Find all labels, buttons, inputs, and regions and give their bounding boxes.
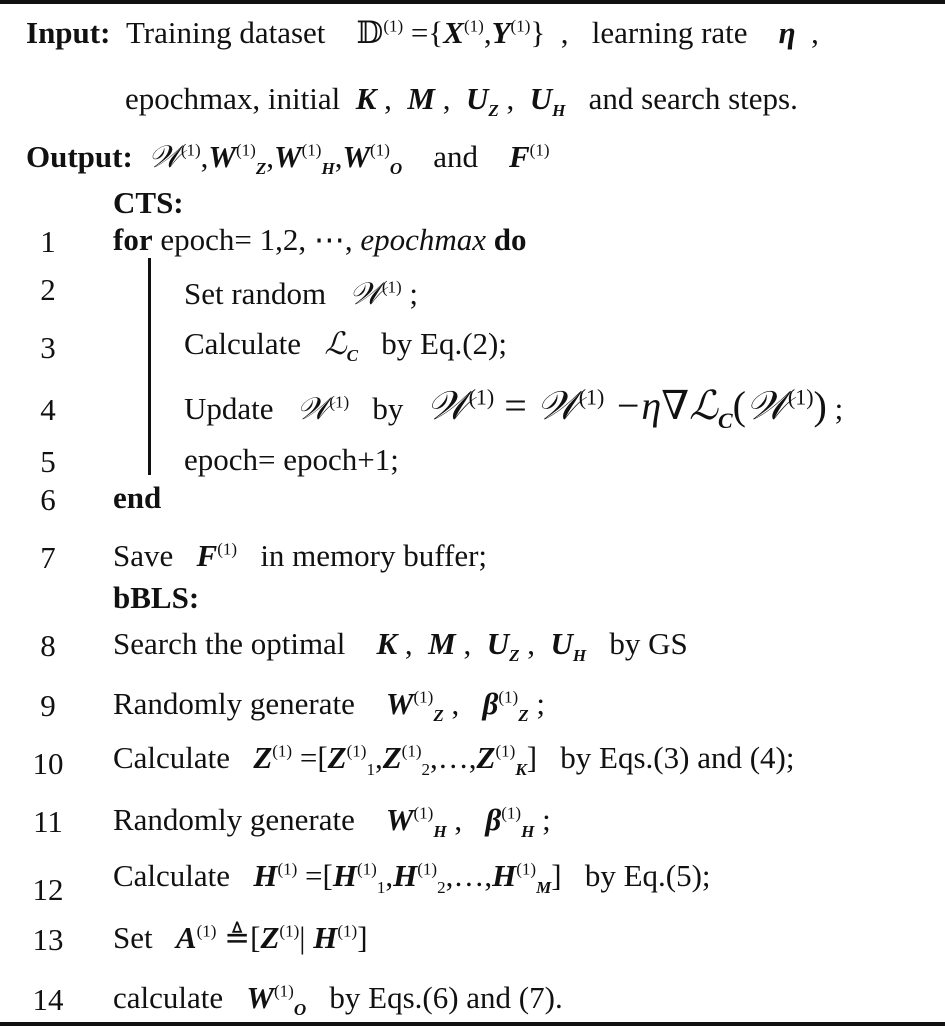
superscript: (1) bbox=[578, 384, 605, 410]
right-bracket: ] bbox=[357, 920, 368, 955]
comma: , bbox=[374, 740, 383, 775]
step-text: Calculate bbox=[113, 858, 231, 893]
step-text: calculate bbox=[113, 980, 224, 1015]
step-5 bbox=[184, 444, 399, 475]
step-text: Update bbox=[184, 391, 274, 426]
beta-z: β bbox=[482, 686, 499, 721]
superscript: (1) bbox=[529, 140, 550, 160]
step-text: in memory buffer; bbox=[260, 538, 488, 573]
var-wz: W bbox=[385, 686, 414, 721]
cts-heading bbox=[113, 187, 184, 218]
subscript: O bbox=[389, 159, 403, 179]
step-text: Set random bbox=[184, 276, 327, 311]
semicolon: ; bbox=[536, 686, 546, 721]
step-11 bbox=[113, 802, 551, 842]
var-h1: H bbox=[332, 858, 357, 893]
comma: , bbox=[463, 626, 472, 661]
by-text: by bbox=[372, 391, 404, 426]
subscript: H bbox=[552, 101, 566, 121]
superscript: (1) bbox=[498, 687, 519, 707]
eta-symbol: η bbox=[778, 15, 796, 50]
var-z: Z bbox=[253, 740, 273, 775]
subscript: Z bbox=[433, 706, 444, 726]
epochmax-initial-text: epochmax, initial bbox=[125, 81, 341, 116]
superscript: (1) bbox=[279, 921, 300, 941]
step-8 bbox=[113, 626, 688, 666]
superscript: (1) bbox=[495, 741, 516, 761]
for-body: epoch= 1,2, ⋯, bbox=[152, 222, 361, 257]
equals-sign: = bbox=[305, 858, 323, 893]
left-bracket: [ bbox=[322, 858, 333, 893]
superscript: (1) bbox=[180, 140, 201, 160]
subscript: C bbox=[717, 408, 733, 433]
step-text: Randomly generate bbox=[113, 686, 355, 721]
input-label: Input: bbox=[26, 15, 111, 50]
step-text: Save bbox=[113, 538, 174, 573]
comma: , bbox=[506, 81, 515, 116]
var-zk: Z bbox=[476, 740, 496, 775]
comma: , bbox=[468, 740, 477, 775]
for-keyword: for bbox=[113, 222, 153, 257]
comma: , bbox=[811, 15, 819, 50]
comma: , bbox=[334, 139, 343, 174]
right-paren: ) bbox=[813, 383, 827, 428]
superscript: (1) bbox=[413, 687, 434, 707]
left-bracket: [ bbox=[317, 740, 328, 775]
subscript: Z bbox=[255, 159, 267, 179]
bottom-rule bbox=[0, 1022, 945, 1026]
var-wh: W bbox=[385, 802, 414, 837]
var-u-h: U bbox=[550, 626, 573, 661]
var-m: M bbox=[407, 81, 435, 116]
subscript: H bbox=[321, 159, 335, 179]
step-2 bbox=[184, 278, 418, 310]
comma: , bbox=[484, 858, 493, 893]
step-number: 2 bbox=[40, 272, 56, 307]
comma: , bbox=[560, 15, 569, 50]
semicolon: ; bbox=[409, 276, 419, 311]
step-number: 3 bbox=[40, 330, 56, 365]
do-keyword: do bbox=[493, 222, 527, 257]
subscript: C bbox=[346, 346, 359, 366]
end-keyword: end bbox=[113, 480, 162, 515]
superscript: (1) bbox=[401, 741, 422, 761]
comma: , bbox=[385, 858, 394, 893]
superscript: (1) bbox=[346, 741, 367, 761]
step-text: by Eqs.(3) and (4); bbox=[560, 740, 795, 775]
superscript: (1) bbox=[516, 859, 537, 879]
step-number: 12 bbox=[32, 872, 64, 907]
equals-sign: = bbox=[410, 15, 429, 50]
var-u-h: U bbox=[529, 81, 553, 116]
superscript: (1) bbox=[217, 539, 238, 559]
comma: , bbox=[430, 740, 438, 775]
cal-w: 𝒲 bbox=[536, 383, 579, 429]
var-a: A bbox=[175, 920, 197, 955]
step-7 bbox=[113, 540, 487, 571]
var-k: K bbox=[376, 626, 398, 661]
var-z: Z bbox=[260, 920, 280, 955]
update-equation bbox=[426, 383, 827, 433]
step-number: 1 bbox=[40, 224, 56, 259]
subscript: K bbox=[515, 760, 527, 780]
input-line-1 bbox=[26, 17, 819, 48]
comma: , bbox=[451, 686, 460, 721]
step-text: by Eq.(5); bbox=[584, 858, 711, 893]
ellipsis: … bbox=[453, 858, 485, 893]
subscript: 1 bbox=[366, 760, 375, 780]
step-number: 11 bbox=[33, 804, 63, 839]
beta-h: β bbox=[485, 802, 502, 837]
var-hm: H bbox=[492, 858, 517, 893]
var-y: Y bbox=[491, 15, 511, 50]
step-text: by Eq.(2); bbox=[381, 326, 507, 361]
subscript: H bbox=[572, 646, 587, 666]
step-4 bbox=[184, 383, 844, 433]
cal-w: 𝒲 bbox=[349, 276, 382, 312]
step-14 bbox=[113, 980, 563, 1020]
learning-rate-text: learning rate bbox=[591, 15, 748, 50]
left-paren: ( bbox=[732, 383, 746, 428]
superscript: (1) bbox=[417, 859, 438, 879]
input-line-2 bbox=[125, 81, 798, 121]
loop-bar bbox=[148, 258, 151, 475]
var-wz: W bbox=[208, 139, 236, 174]
step-number: 14 bbox=[32, 982, 64, 1017]
top-rule bbox=[0, 0, 945, 4]
superscript: (1) bbox=[236, 140, 256, 160]
equals-sign: = bbox=[299, 740, 318, 775]
semicolon: ; bbox=[542, 802, 551, 837]
step-1 bbox=[113, 224, 527, 255]
comma: , bbox=[483, 15, 492, 50]
step-text: by Eqs.(6) and (7). bbox=[329, 980, 563, 1015]
comma: , bbox=[527, 626, 535, 661]
comma: , bbox=[454, 802, 463, 837]
step-text: Set bbox=[113, 920, 153, 955]
var-f: F bbox=[196, 538, 218, 573]
superscript: (1) bbox=[468, 384, 495, 410]
step-number: 4 bbox=[40, 392, 56, 427]
right-bracket: ] bbox=[526, 740, 538, 775]
and-text: and bbox=[433, 139, 478, 174]
superscript: (1) bbox=[329, 392, 350, 412]
bbls-label: bBLS: bbox=[113, 580, 200, 615]
epochmax-var: epochmax bbox=[360, 222, 487, 257]
var-u-z: U bbox=[465, 81, 489, 116]
step-number: 7 bbox=[40, 540, 56, 575]
superscript: (1) bbox=[337, 921, 358, 941]
right-brace: } bbox=[530, 15, 546, 50]
dataset-symbol: 𝔻$^{(1)}$ bbox=[356, 15, 404, 50]
step-13 bbox=[113, 922, 368, 953]
bar: | bbox=[299, 920, 306, 955]
comma: , bbox=[266, 139, 275, 174]
cal-w: 𝒲 bbox=[296, 391, 330, 427]
var-f: F bbox=[508, 139, 530, 174]
ellipsis: … bbox=[437, 740, 469, 775]
left-brace: { bbox=[428, 15, 444, 50]
comma: , bbox=[384, 81, 392, 116]
superscript: (1) bbox=[301, 140, 322, 160]
subscript: Z bbox=[509, 646, 520, 666]
step-text: Search the optimal bbox=[113, 626, 346, 661]
var-z2: Z bbox=[382, 740, 402, 775]
step-6 bbox=[113, 482, 161, 513]
bbls-heading bbox=[113, 582, 199, 613]
defeq-sign: ≜ bbox=[224, 920, 251, 955]
superscript: (1) bbox=[413, 803, 434, 823]
superscript: (1) bbox=[277, 859, 298, 879]
step-number: 8 bbox=[40, 628, 56, 663]
var-k: K bbox=[355, 81, 377, 116]
var-h2: H bbox=[393, 858, 418, 893]
step-text: Calculate bbox=[184, 326, 302, 361]
subscript: O bbox=[293, 1000, 307, 1020]
step-9 bbox=[113, 686, 546, 726]
cal-w: 𝒲 bbox=[148, 139, 181, 175]
subscript: M bbox=[536, 878, 552, 898]
superscript: (1) bbox=[463, 16, 484, 36]
var-u-z: U bbox=[486, 626, 510, 661]
output-line bbox=[26, 139, 550, 179]
var-z1: Z bbox=[327, 740, 347, 775]
subscript: Z bbox=[518, 706, 529, 726]
step-text: epoch= epoch+1; bbox=[184, 442, 399, 477]
step-text: Calculate bbox=[113, 740, 231, 775]
cts-label: CTS: bbox=[113, 185, 184, 220]
superscript: (1) bbox=[510, 16, 531, 36]
comma: , bbox=[442, 81, 451, 116]
step-text: Randomly generate bbox=[113, 802, 355, 837]
step-number: 9 bbox=[40, 688, 56, 723]
step-number: 5 bbox=[40, 444, 56, 479]
superscript: (1) bbox=[356, 859, 377, 879]
var-x: X bbox=[443, 15, 464, 50]
comma: , bbox=[404, 626, 413, 661]
superscript: (1) bbox=[370, 140, 390, 160]
equals-sign: = bbox=[504, 383, 527, 428]
cal-l: ℒ bbox=[689, 383, 718, 429]
var-m: M bbox=[428, 626, 456, 661]
var-wo: W bbox=[246, 980, 274, 1015]
training-dataset-text: Training dataset bbox=[125, 15, 326, 50]
comma: , bbox=[445, 858, 454, 893]
superscript: (1) bbox=[196, 921, 217, 941]
cal-l: ℒ bbox=[324, 326, 347, 362]
var-h: H bbox=[253, 858, 278, 893]
superscript: (1) bbox=[273, 981, 294, 1001]
subscript: H bbox=[521, 822, 535, 842]
superscript: (1) bbox=[381, 277, 402, 297]
var-wo: W bbox=[342, 139, 371, 174]
step-text: by GS bbox=[609, 626, 688, 661]
step-number: 10 bbox=[32, 746, 64, 781]
minus-eta-grad: −η∇ bbox=[614, 383, 690, 428]
output-label: Output: bbox=[26, 139, 133, 174]
subscript: 2 bbox=[437, 878, 446, 898]
cal-w: 𝒲 bbox=[745, 383, 788, 429]
step-12 bbox=[113, 858, 711, 898]
right-bracket: ] bbox=[551, 858, 562, 893]
step-number: 13 bbox=[32, 922, 64, 957]
step-10 bbox=[113, 740, 795, 780]
semicolon: ; bbox=[834, 391, 844, 426]
superscript: (1) bbox=[272, 741, 293, 761]
step-3 bbox=[184, 326, 507, 366]
var-h: H bbox=[313, 920, 338, 955]
comma: , bbox=[200, 139, 209, 174]
subscript: 1 bbox=[376, 878, 386, 898]
left-bracket: [ bbox=[250, 920, 261, 955]
subscript: 2 bbox=[421, 760, 431, 780]
subscript: H bbox=[433, 822, 447, 842]
cal-w: 𝒲 bbox=[426, 383, 469, 429]
search-steps-text: and search steps. bbox=[588, 81, 798, 116]
subscript: Z bbox=[488, 101, 499, 121]
var-wh: W bbox=[274, 139, 302, 174]
superscript: (1) bbox=[501, 803, 522, 823]
superscript: (1) bbox=[787, 384, 814, 410]
step-number: 6 bbox=[40, 482, 56, 517]
